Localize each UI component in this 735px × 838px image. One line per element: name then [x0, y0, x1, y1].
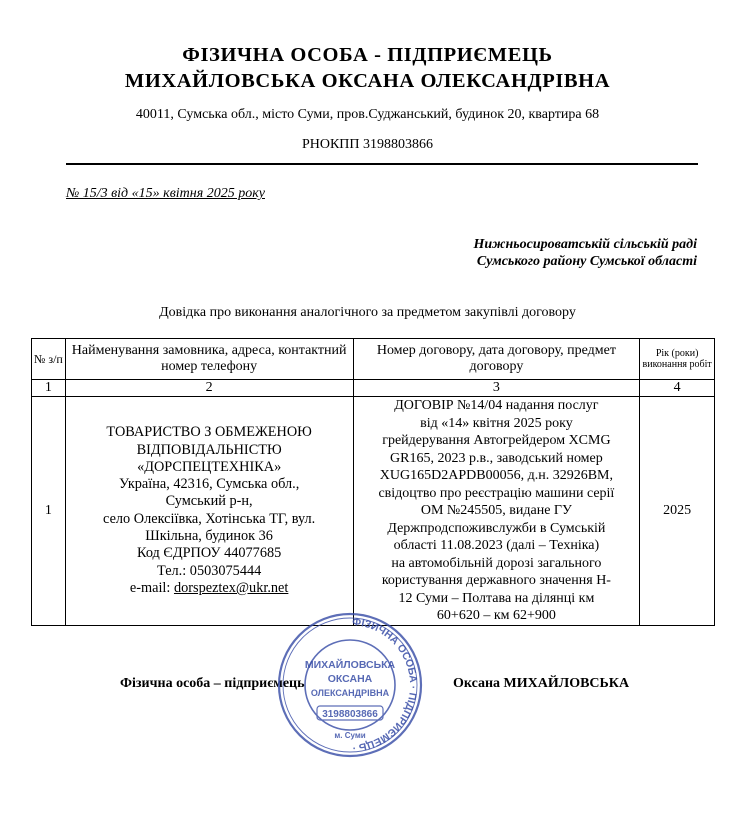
row-index: 1 [32, 397, 66, 626]
official-stamp [275, 610, 425, 760]
customer-line: Шкільна, будинок 36 [145, 528, 273, 545]
header-years: Рік (роки) виконання робіт [640, 339, 715, 380]
contract-line: на автомобільній дорозі загального [391, 555, 602, 571]
header-contract: Номер договору, дата договору, предмет договору [353, 339, 640, 380]
contract-line: користування державного значення Н- [381, 573, 611, 588]
stamp-center-line-3: ОЛЕКСАНДРІВНА [310, 688, 390, 698]
stamp-center-line-2: ОКСАНА [327, 673, 373, 685]
contract-line: області 11.08.2023 (далі – Техніка) [393, 538, 600, 553]
customer-line: «ДОРСПЕЦТЕХНІКА» [137, 458, 282, 475]
table-header-row [32, 339, 715, 380]
recipient-line-1: Нижньосироватській сільській раді [473, 237, 697, 252]
customer-email-line [78, 580, 341, 597]
stamp-center-line-1: МИХАЙЛОВСЬКА [304, 659, 396, 671]
column-number: 4 [640, 380, 715, 397]
signature-position: Фізична особа – підприємець [120, 676, 305, 691]
column-number: 1 [32, 380, 66, 397]
entrepreneur-title: ФІЗИЧНА ОСОБА - ПІДПРИЄМЕЦЬ [182, 44, 553, 66]
contract-line: 12 Суми – Полтава на ділянці км [398, 590, 595, 606]
email-label: e-mail: [129, 579, 174, 596]
customer-line: Сумський р-н, [165, 493, 253, 510]
recipient-line-2: Сумського району Сумської області [476, 254, 697, 269]
entrepreneur-name: МИХАЙЛОВСЬКА ОКСАНА ОЛЕКСАНДРІВНА [124, 70, 611, 92]
customer-line: село Олексіївка, Хотінська ТГ, вул. [103, 510, 316, 527]
stamp-code: 3198803866 [322, 709, 378, 720]
entrepreneur-address: 40011, Сумська обл., місто Суми, пров.Суджанський, будинок 20, квартира 68 [135, 107, 600, 122]
contract-line: грейдерування Автогрейдером XCMG [382, 433, 611, 448]
document-number: № 15/3 від «15» квітня 2025 року [66, 186, 265, 201]
customer-line: Код ЄДРПОУ 44077685 [137, 545, 282, 562]
column-number: 2 [65, 380, 353, 397]
years-cell: 2025 [640, 397, 715, 626]
header-customer: Найменування замовника, адреса, контактний номер телефону [65, 339, 353, 380]
customer-line: Тел.: 0503075444 [157, 562, 262, 579]
contracts-table [31, 338, 715, 626]
contract-line: GR165, 2023 р.в., заводський номер [390, 450, 603, 466]
stamp-outer-text: ФІЗИЧНА ОСОБА · ПІДПРИЄМЕЦЬ · [351, 615, 420, 754]
document-title: Довідка про виконання аналогічного за предметом закупівлі договору [159, 305, 576, 320]
stamp-city: м. Суми [334, 731, 366, 740]
contract-details [353, 397, 640, 626]
customer-line: ТОВАРИСТВО З ОБМЕЖЕНОЮ [106, 424, 312, 441]
contract-line: XUG165D2APDB00056, д.н. 32926ВМ, [379, 468, 613, 483]
contract-line: від «14» квітня 2025 року [420, 415, 573, 431]
contract-line: Держпродспоживслужби в Сумській [387, 520, 606, 536]
customer-line: ВІДПОВІДАЛЬНІСТЮ [136, 441, 282, 458]
table-row [32, 397, 715, 626]
header-divider [66, 163, 698, 165]
header-index: № з/п [32, 339, 66, 380]
customer-details [65, 397, 353, 626]
contract-line: ДОГОВІР №14/04 надання послуг [394, 398, 599, 413]
column-number-row [32, 380, 715, 397]
tax-id: РНОКПП 3198803866 [301, 137, 434, 152]
email-link[interactable]: dorspeztex@ukr.net [173, 579, 289, 596]
column-number: 3 [353, 380, 640, 397]
contract-line: свідоцтво про реєстрацію машини серії [378, 485, 615, 501]
contract-line: 60+620 – км 62+900 [436, 608, 556, 623]
signature-name: Оксана МИХАЙЛОВСЬКА [453, 676, 630, 691]
contract-line: ОМ №245505, видане ГУ [420, 503, 572, 518]
customer-line: Україна, 42316, Сумська обл., [118, 476, 300, 493]
